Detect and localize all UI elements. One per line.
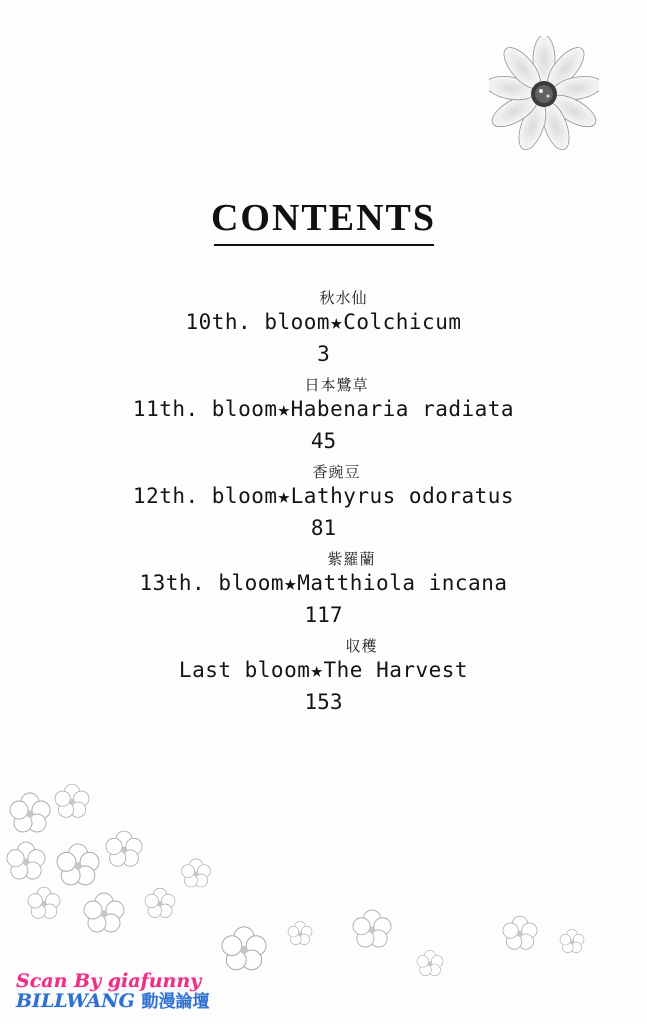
- list-item: [0, 290, 647, 371]
- toc-entry-page: 153: [304, 690, 343, 714]
- toc-entry-title: Last bloom★The Harvest: [178, 658, 469, 682]
- toc-entry-kanji: 日本鷺草: [304, 376, 369, 394]
- page-title-text: CONTENTS: [210, 197, 437, 239]
- scan-credit-line-2: [16, 992, 209, 1012]
- toc-entry-title: 10th. bloom★Colchicum: [185, 310, 462, 334]
- toc-entry-title: 12th. bloom★Lathyrus odoratus: [132, 484, 515, 508]
- scan-credit-line-1: Scan By giafunny: [16, 970, 202, 993]
- toc-entry-kanji: 収穫: [345, 637, 378, 655]
- list-item: [0, 377, 647, 458]
- toc-entry-kanji: 紫羅蘭: [327, 550, 376, 568]
- scan-credit-site-cjk: 動漫論壇: [141, 992, 210, 1013]
- toc-entry-page: 45: [310, 429, 337, 453]
- list-item: [0, 464, 647, 545]
- blossom-cluster-illustration-icon: [0, 754, 647, 1014]
- toc-entry-kanji: 香豌豆: [312, 463, 361, 481]
- toc-entry-page: 3: [317, 342, 330, 366]
- title-underline: [214, 244, 434, 246]
- flower-illustration-icon: [489, 36, 599, 156]
- page-title: [0, 196, 647, 246]
- toc-entry-page: 117: [304, 603, 343, 627]
- toc-entry-page: 81: [310, 516, 337, 540]
- table-of-contents: [0, 290, 647, 725]
- list-item: [0, 551, 647, 632]
- toc-entry-title: 11th. bloom★Habenaria radiata: [132, 397, 515, 421]
- scan-credit-watermark: [16, 972, 209, 1012]
- scan-credit-site: BILLWANG: [16, 990, 142, 1013]
- toc-entry-title: 13th. bloom★Matthiola incana: [139, 571, 508, 595]
- list-item: [0, 638, 647, 719]
- toc-entry-kanji: 秋水仙: [319, 289, 368, 307]
